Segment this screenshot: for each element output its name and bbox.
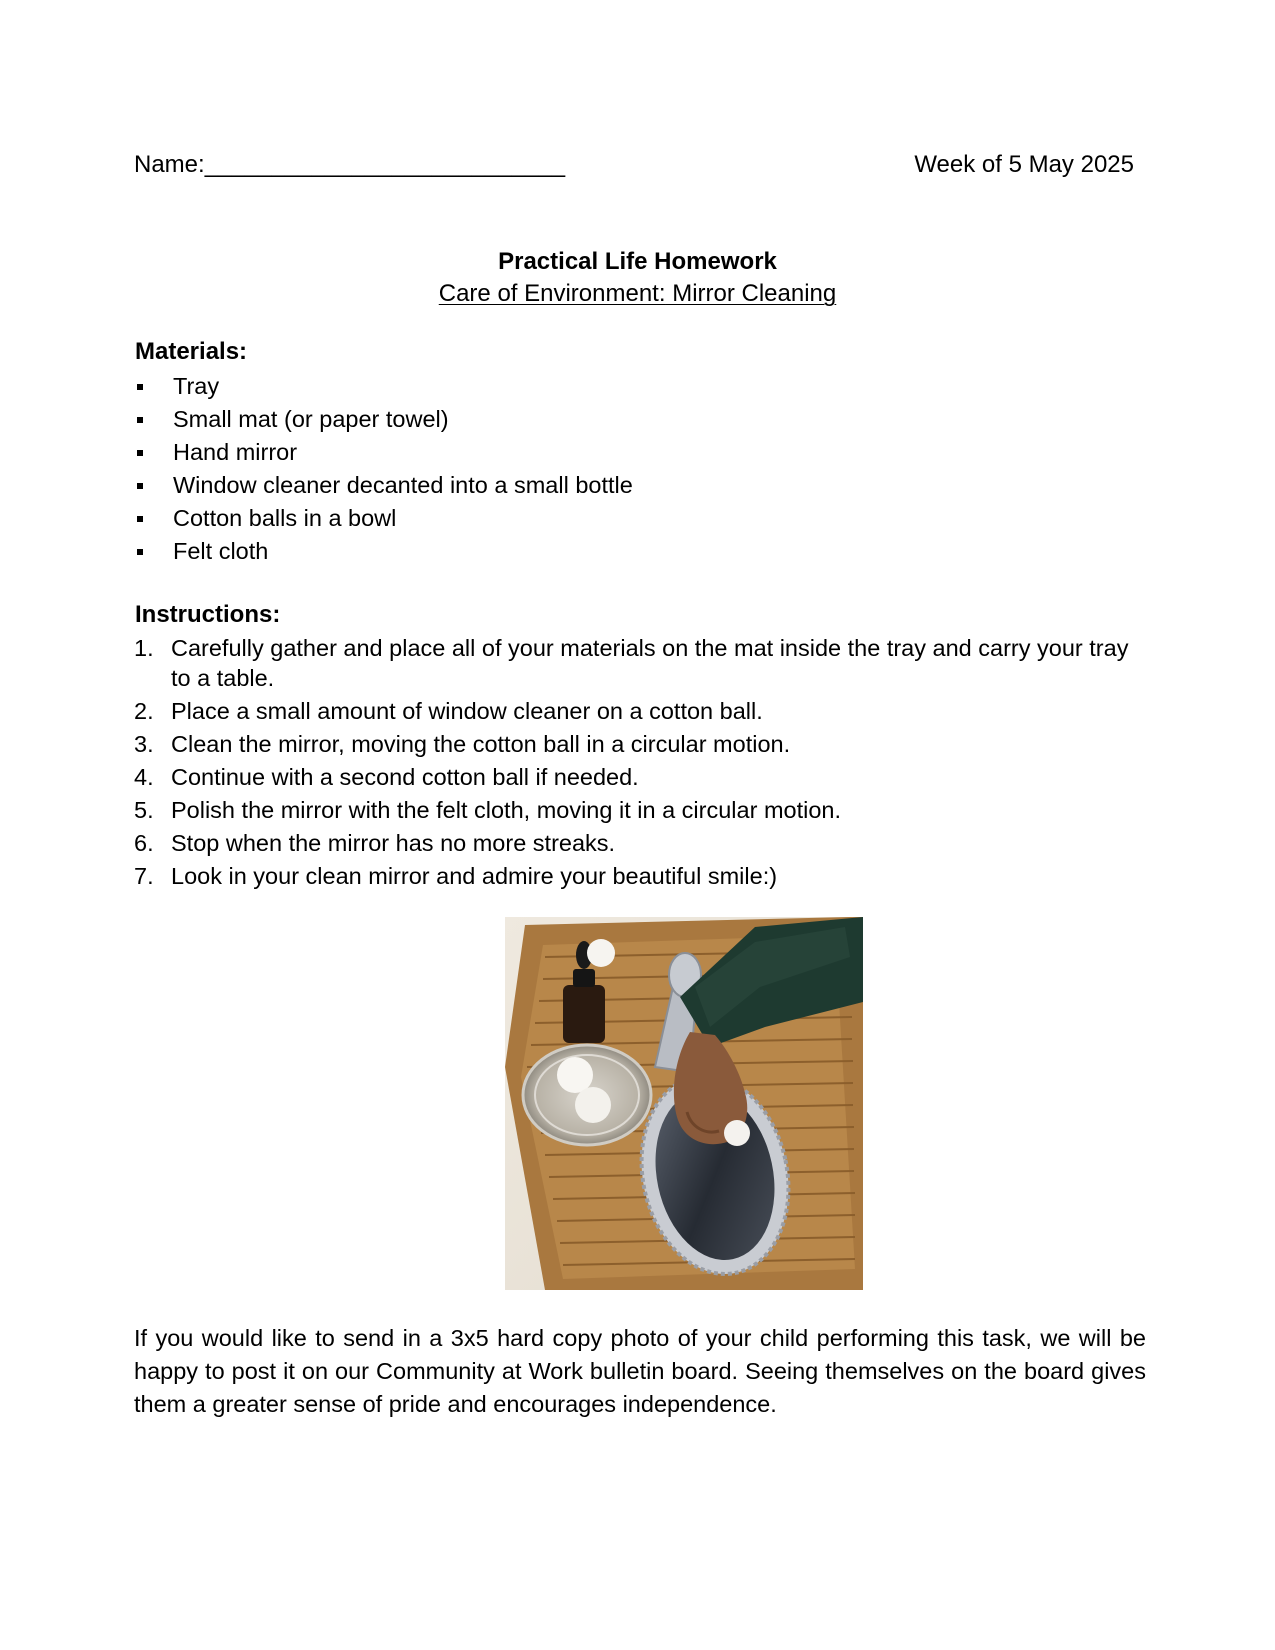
step-number: 6. [134,830,154,856]
page-title: Practical Life Homework [498,248,777,275]
material-text: Small mat (or paper towel) [173,406,449,432]
list-item [134,861,1144,891]
step-text: Place a small amount of window cleaner on a cotton ball. [171,698,763,724]
step-number: 1. [134,635,154,661]
materials-list [135,370,633,568]
header-row [134,148,1134,182]
list-item [134,696,1144,726]
step-number: 7. [134,863,154,889]
materials-heading: Materials: [135,338,248,365]
step-number: 2. [134,698,154,724]
list-item [134,828,1144,858]
material-text: Window cleaner decanted into a small bottle [173,472,633,498]
list-item [135,370,633,403]
list-item [134,633,1144,693]
list-item [134,795,1144,825]
list-item [135,436,633,469]
step-text: Clean the mirror, moving the cotton ball in a circular motion. [171,731,791,757]
bullet-icon [137,417,143,423]
name-field-label: Name:___________________________ [134,151,566,178]
step-text: Look in your clean mirror and admire your beautiful smile:) [171,863,778,889]
page-subtitle [0,279,1275,309]
step-text: Polish the mirror with the felt cloth, moving it in a circular motion. [171,797,842,823]
material-text: Felt cloth [173,538,269,564]
material-text: Cotton balls in a bowl [173,505,397,531]
bullet-icon [137,450,143,456]
list-item [134,762,1144,792]
step-number: 5. [134,797,154,823]
step-text: Continue with a second cotton ball if needed. [171,764,639,790]
step-text: Carefully gather and place all of your materials on the mat inside the tray and carry your tray to a table. [171,635,1129,691]
bullet-icon [137,384,143,390]
bullet-icon [137,516,143,522]
list-item [135,535,633,568]
week-date: Week of 5 May 2025 [914,151,1134,178]
mirror-cleaning-photo [505,917,863,1290]
subtitle-part-1: Care of Environment: [438,280,666,307]
photo-illustration [505,917,863,1290]
subtitle-part-2: Mirror Cleaning [665,280,837,307]
list-item [134,729,1144,759]
footer-paragraph: If you would like to send in a 3x5 hard copy photo of your child performing this task, we will be happy to post it on our Community at Work bulletin board. Seeing themselves on the board gives them a greater sense of pride and encourages independence. [134,1325,1146,1417]
instructions-list [134,633,1144,894]
step-number: 4. [134,764,154,790]
list-item [135,469,633,502]
bullet-icon [137,483,143,489]
list-item [135,502,633,535]
material-text: Hand mirror [173,439,298,465]
list-item [135,403,633,436]
step-text: Stop when the mirror has no more streaks. [171,830,616,856]
step-number: 3. [134,731,154,757]
instructions-heading: Instructions: [135,601,281,628]
bullet-icon [137,549,143,555]
material-text: Tray [173,373,220,399]
